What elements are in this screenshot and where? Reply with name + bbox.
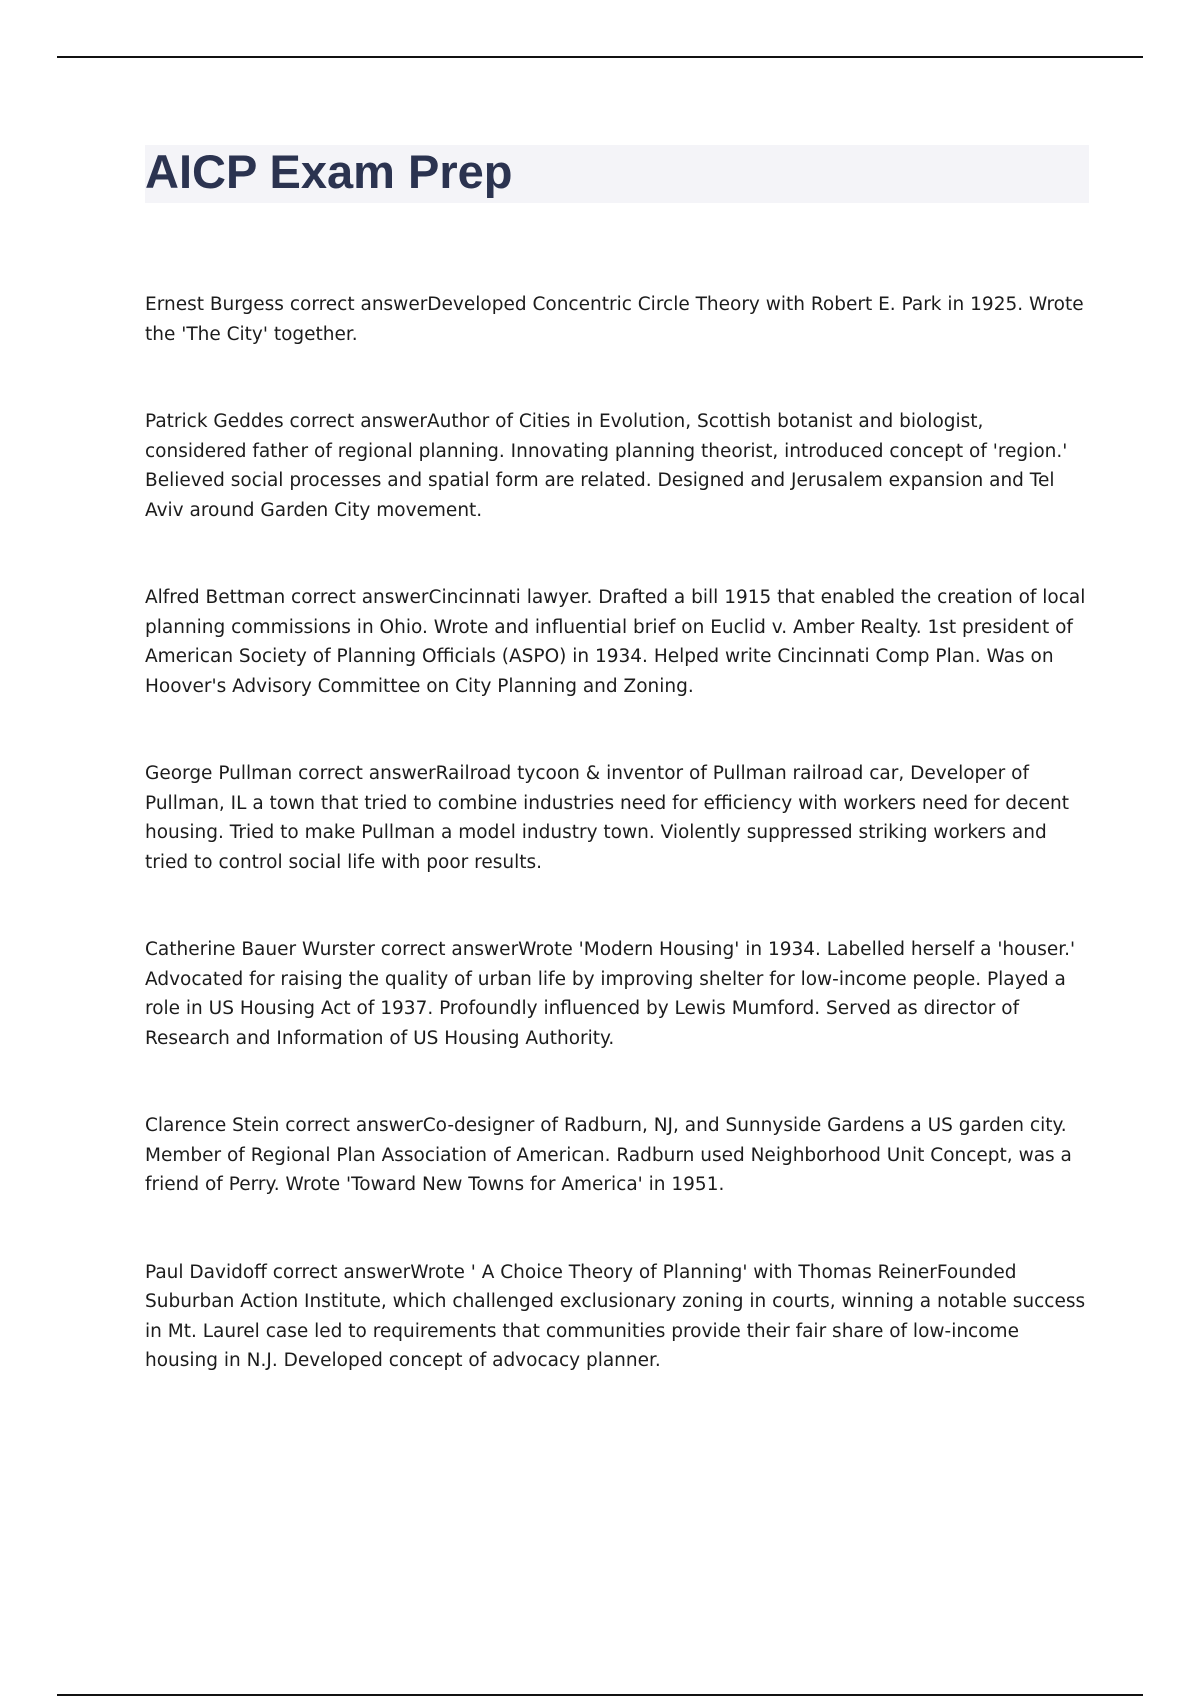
entry-george-pullman: George Pullman correct answerRailroad tycoon & inventor of Pullman railroad car, Developer of Pullman, IL a town that tried to combine industries need for efficiency with workers need for decent housing. Tried to make Pullman a model industry town. Violently suppressed striking workers and tried to control social life with poor results.	[145, 763, 1069, 873]
bottom-rule	[57, 1694, 1143, 1696]
entry-list	[145, 290, 1090, 1434]
entry-clarence-stein: Clarence Stein correct answerCo-designer of Radburn, NJ, and Sunnyside Gardens a US garden city. Member of Regional Plan Association of American. Radburn used Neighborhood Unit Concept, was a friend of Perry. Wrote 'Toward New Towns for America' in 1951.	[145, 1115, 1072, 1195]
entry-patrick-geddes: Patrick Geddes correct answerAuthor of Cities in Evolution, Scottish botanist and biologist, considered father of regional planning. Innovating planning theorist, introduced concept of 'region.' Believed social processes and spatial form are related. Designed and Jerusalem expansion and Tel Aviv around Garden City movement.	[145, 411, 1068, 521]
top-rule	[57, 56, 1143, 58]
page-title: AICP Exam Prep	[145, 145, 513, 198]
entry-ernest-burgess: Ernest Burgess correct answerDeveloped Concentric Circle Theory with Robert E. Park in 1925. Wrote the 'The City' together.	[145, 294, 1084, 345]
entry-catherine-bauer-wurster: Catherine Bauer Wurster correct answerWrote 'Modern Housing' in 1934. Labelled herself a 'houser.' Advocated for raising the quality of urban life by improving shelter for low-income people. Played a role in US Housing Act of 1937. Profoundly influenced by Lewis Mumford. Served as director of Research and Information of US Housing Authority.	[145, 939, 1076, 1049]
entry-paul-davidoff: Paul Davidoff correct answerWrote ' A Choice Theory of Planning' with Thomas ReinerFounded Suburban Action Institute, which challenged exclusionary zoning in courts, winning a notable success in Mt. Laurel case led to requirements that communities provide their fair share of low-income housing in N.J. Developed concept of advocacy planner.	[145, 1261, 1086, 1371]
entry-alfred-bettman: Alfred Bettman correct answerCincinnati lawyer. Drafted a bill 1915 that enabled the creation of local planning commissions in Ohio. Wrote and influential brief on Euclid v. Amber Realty. 1st president of American Society of Planning Officials (ASPO) in 1934. Helped write Cincinnati Comp Plan. Was on Hoover's Advisory Committee on City Planning and Zoning.	[145, 587, 1086, 697]
